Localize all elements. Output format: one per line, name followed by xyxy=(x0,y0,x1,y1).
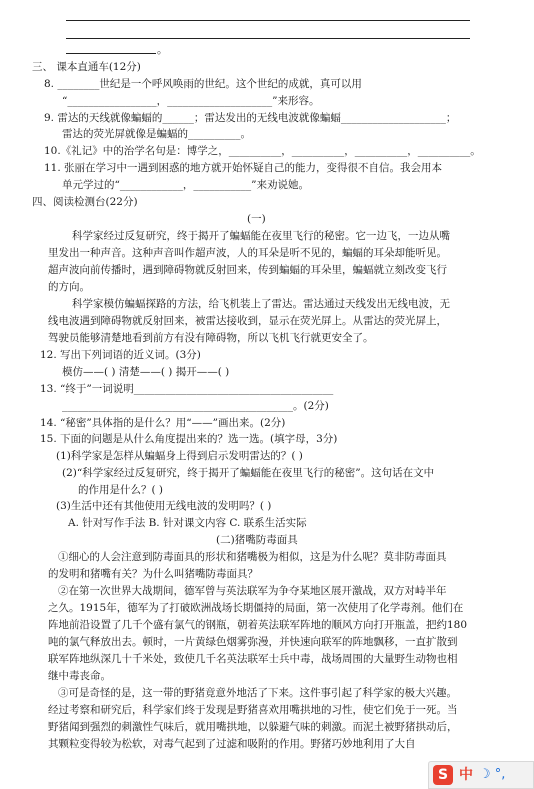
passage-1-title: (一) xyxy=(247,213,266,225)
question-15-options: A. 针对写作手法 B. 针对课文内容 C. 联系生活实际 xyxy=(68,517,307,529)
passage-2-line: 联军阵地纵深几十千米处，致使几千名英法联军士兵中毒，战场周围的大量野生动物也相 xyxy=(48,653,458,665)
passage-2-line: 吨的氯气释放出去。顿时，一片黄绿色烟雾弥漫，并快速向联军的阵地飘移，一直扩散到 xyxy=(48,636,458,648)
question-9-line-1: 9. 雷达的天线就像蝙蝠的______；雷达发出的无线电波就像蝙蝠____________________； xyxy=(44,112,457,124)
question-12-items: 模仿——( ) 清楚——( ) 揭开——( ) xyxy=(62,366,230,378)
passage-2-line: ③可是奇怪的是，这一带的野猪竟意外地活了下来。这件事引起了科学家的极大兴趣。 xyxy=(58,687,457,699)
passage-2-line: ①细心的人会注意到防毒面具的形状和猪嘴极为相似，这是为什么呢？莫非防毒面具 xyxy=(58,551,447,563)
question-11-line-1: 11. 张丽在学习中一遇到困惑的地方就开始怀疑自己的能力，变得很不自信。我会用本 xyxy=(44,162,443,174)
question-15-item-2: (2)“科学家经过反复研究，终于揭开了蝙蝠能在夜里飞行的秘密”。这句话在文中 xyxy=(62,467,435,479)
question-15-item-1: (1)科学家是怎样从蝙蝠身上得到启示发明雷达的？( ) xyxy=(56,450,303,462)
passage-1-line: 驾驶员能够清楚地看到前方有没有障碍物，所以飞机飞行就更安全了。 xyxy=(48,332,374,344)
question-15: 15. 下面的问题是从什么角度提出来的？选一选。(填字母，3分) xyxy=(40,433,338,445)
answer-line xyxy=(66,53,156,54)
answer-line xyxy=(66,38,470,39)
question-12: 12. 写出下列词语的近义词。(3分) xyxy=(40,349,201,361)
question-14: 14. “秘密”具体指的是什么？用“——”画出来。(2分) xyxy=(40,417,286,429)
passage-2-line: 之久。1915年，德军为了打破欧洲战场长期僵持的局面，第一次使用了化学毒剂。他们在 xyxy=(48,602,464,614)
question-15-item-3: (3)生活中还有其他使用无线电波的发明吗？( ) xyxy=(56,500,272,512)
passage-1-line: 的方向。 xyxy=(48,281,90,293)
question-10: 10.《礼记》中的治学名句是：博学之，__________，__________，__________，__________。 xyxy=(44,145,481,157)
ime-toolbar[interactable] xyxy=(428,761,534,789)
question-9-line-2: 雷达的荧光屏就像是蝙蝠的__________。 xyxy=(62,128,251,140)
ime-language-toggle[interactable]: 中 xyxy=(459,766,473,783)
passage-2-line: 继中毒丧命。 xyxy=(48,670,111,682)
passage-1-line: 超声波向前传播时，遇到障碍物就反射回来，传到蝙蝠的耳朵里，蝙蝠就立刻改变飞行 xyxy=(48,264,447,276)
answer-line-end: 。 xyxy=(157,44,168,56)
section-3-heading: 三、 课本直通车(12分) xyxy=(32,61,141,73)
passage-2-line: 其颗粒变得较为松软，对毒气起到了过滤和吸附的作用。野猪巧妙地利用了大自 xyxy=(48,738,416,750)
answer-line xyxy=(66,20,470,21)
passage-2-line: 野猪闻到强烈的刺激性气味后，就用嘴拱地，以躲避气味的刺激。而泥土被野猪拱动后， xyxy=(48,721,458,733)
passage-1-line: 科学家模仿蝙蝠探路的方法，给飞机装上了雷达。雷达通过天线发出无线电波，无 xyxy=(72,298,450,310)
passage-2-line: ②在第一次世界大战期间，德军曾与英法联军为争夺某地区展开激战，双方对峙半年 xyxy=(58,585,447,597)
passage-2-line: 的发明和猪嘴有关？为什么叫猪嘴防毒面具？ xyxy=(48,568,258,580)
passage-1-line: 里发出一种声音。这种声音叫作超声波，人的耳朵是听不见的，蝙蝠的耳朵却能听见。 xyxy=(48,247,447,259)
question-11-line-2: 单元学过的“____________，___________”来劝说她。 xyxy=(62,179,309,191)
question-8-line-1: 8. ________世纪是一个呼风唤雨的世纪。这个世纪的成就，真可以用 xyxy=(44,78,362,90)
ime-mode-icons[interactable]: ☽ °, xyxy=(479,767,506,783)
sogou-logo-icon[interactable]: S xyxy=(433,765,453,785)
question-15-item-2-cont: 的作用是什么？( ) xyxy=(78,484,164,496)
question-13-line-1: 13. “终于”一词说明______________________________________ xyxy=(40,383,334,395)
question-13-line-2: ____________________________________________。(2分) xyxy=(62,400,329,412)
passage-2-title: (二)猪嘴防毒面具 xyxy=(216,534,298,546)
passage-2-line: 经过考察和研究后，科学家们终于发现是野猪喜欢用嘴拱地的习性，使它们免于一死。当 xyxy=(48,704,458,716)
section-4-heading: 四、阅读检测台(22分) xyxy=(32,196,138,208)
passage-2-line: 阵地前沿设置了几千个盛有氯气的钢瓶，朝着英法联军阵地的顺风方向打开瓶盖，把约180 xyxy=(48,619,468,631)
passage-1-line: 线电波遇到障碍物就反射回来，被雷达接收到，显示在荧光屏上。从雷达的荧光屏上， xyxy=(48,315,447,327)
question-8-line-2: “_________________，____________________”来形容。 xyxy=(62,95,320,107)
passage-1-line: 科学家经过反复研究，终于揭开了蝙蝠能在夜里飞行的秘密。它一边飞，一边从嘴 xyxy=(72,230,450,242)
